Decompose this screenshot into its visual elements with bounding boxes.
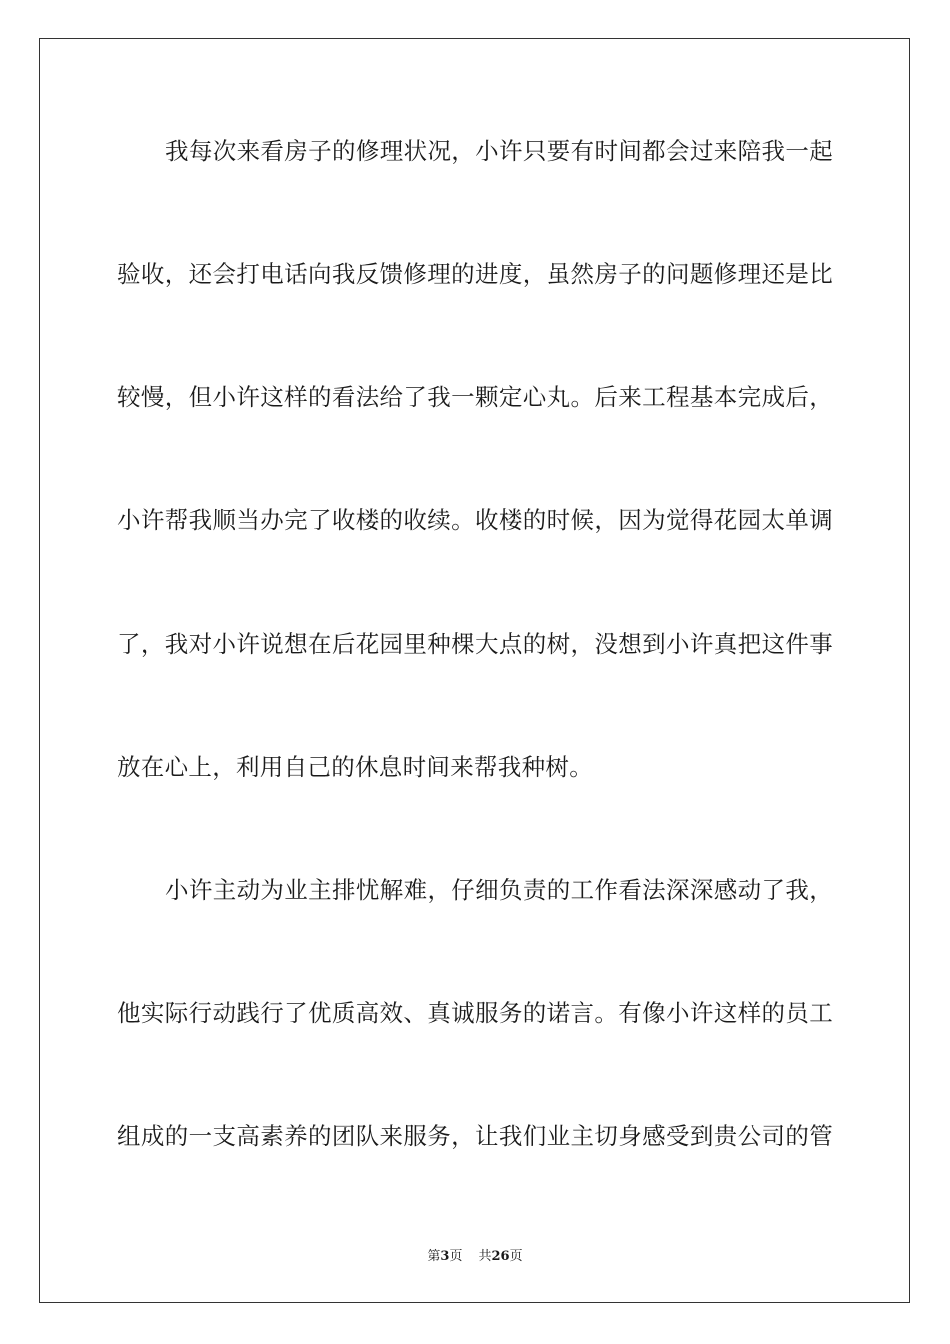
paragraph-2-line-3: 组成的一支高素养的团队来服务，让我们业主切身感受到贵公司的管: [117, 1122, 833, 1150]
paragraph-2-line-2: 他实际行动践行了优质高效、真诚服务的诺言。有像小许这样的员工: [117, 999, 833, 1027]
page-number-suffix: 页: [449, 1249, 463, 1264]
page-footer: [0, 1248, 950, 1266]
page-total-prefix: 共: [478, 1249, 492, 1264]
page-total-suffix: 页: [509, 1249, 523, 1264]
page-border: [39, 38, 910, 1303]
paragraph-1-line-6: 放在心上，利用自己的休息时间来帮我种树。: [117, 753, 593, 781]
page-total-count: 26: [491, 1249, 510, 1264]
paragraph-1-line-2: 验收，还会打电话向我反馈修理的进度，虽然房子的问题修理还是比: [117, 260, 833, 288]
paragraph-1-line-1: 我每次来看房子的修理状况，小许只要有时间都会过来陪我一起: [165, 137, 833, 165]
paragraph-1-line-3: 较慢，但小许这样的看法给了我一颗定心丸。后来工程基本完成后，: [117, 383, 833, 411]
page-number-current: 3: [440, 1249, 450, 1264]
paragraph-2-line-1: 小许主动为业主排忧解难，仔细负责的工作看法深深感动了我，: [165, 876, 833, 904]
paragraph-1-line-5: 了，我对小许说想在后花园里种棵大点的树，没想到小许真把这件事: [117, 630, 833, 658]
paragraph-1-line-4: 小许帮我顺当办完了收楼的收续。收楼的时候，因为觉得花园太单调: [117, 506, 833, 534]
page-number-prefix: 第: [427, 1249, 441, 1264]
